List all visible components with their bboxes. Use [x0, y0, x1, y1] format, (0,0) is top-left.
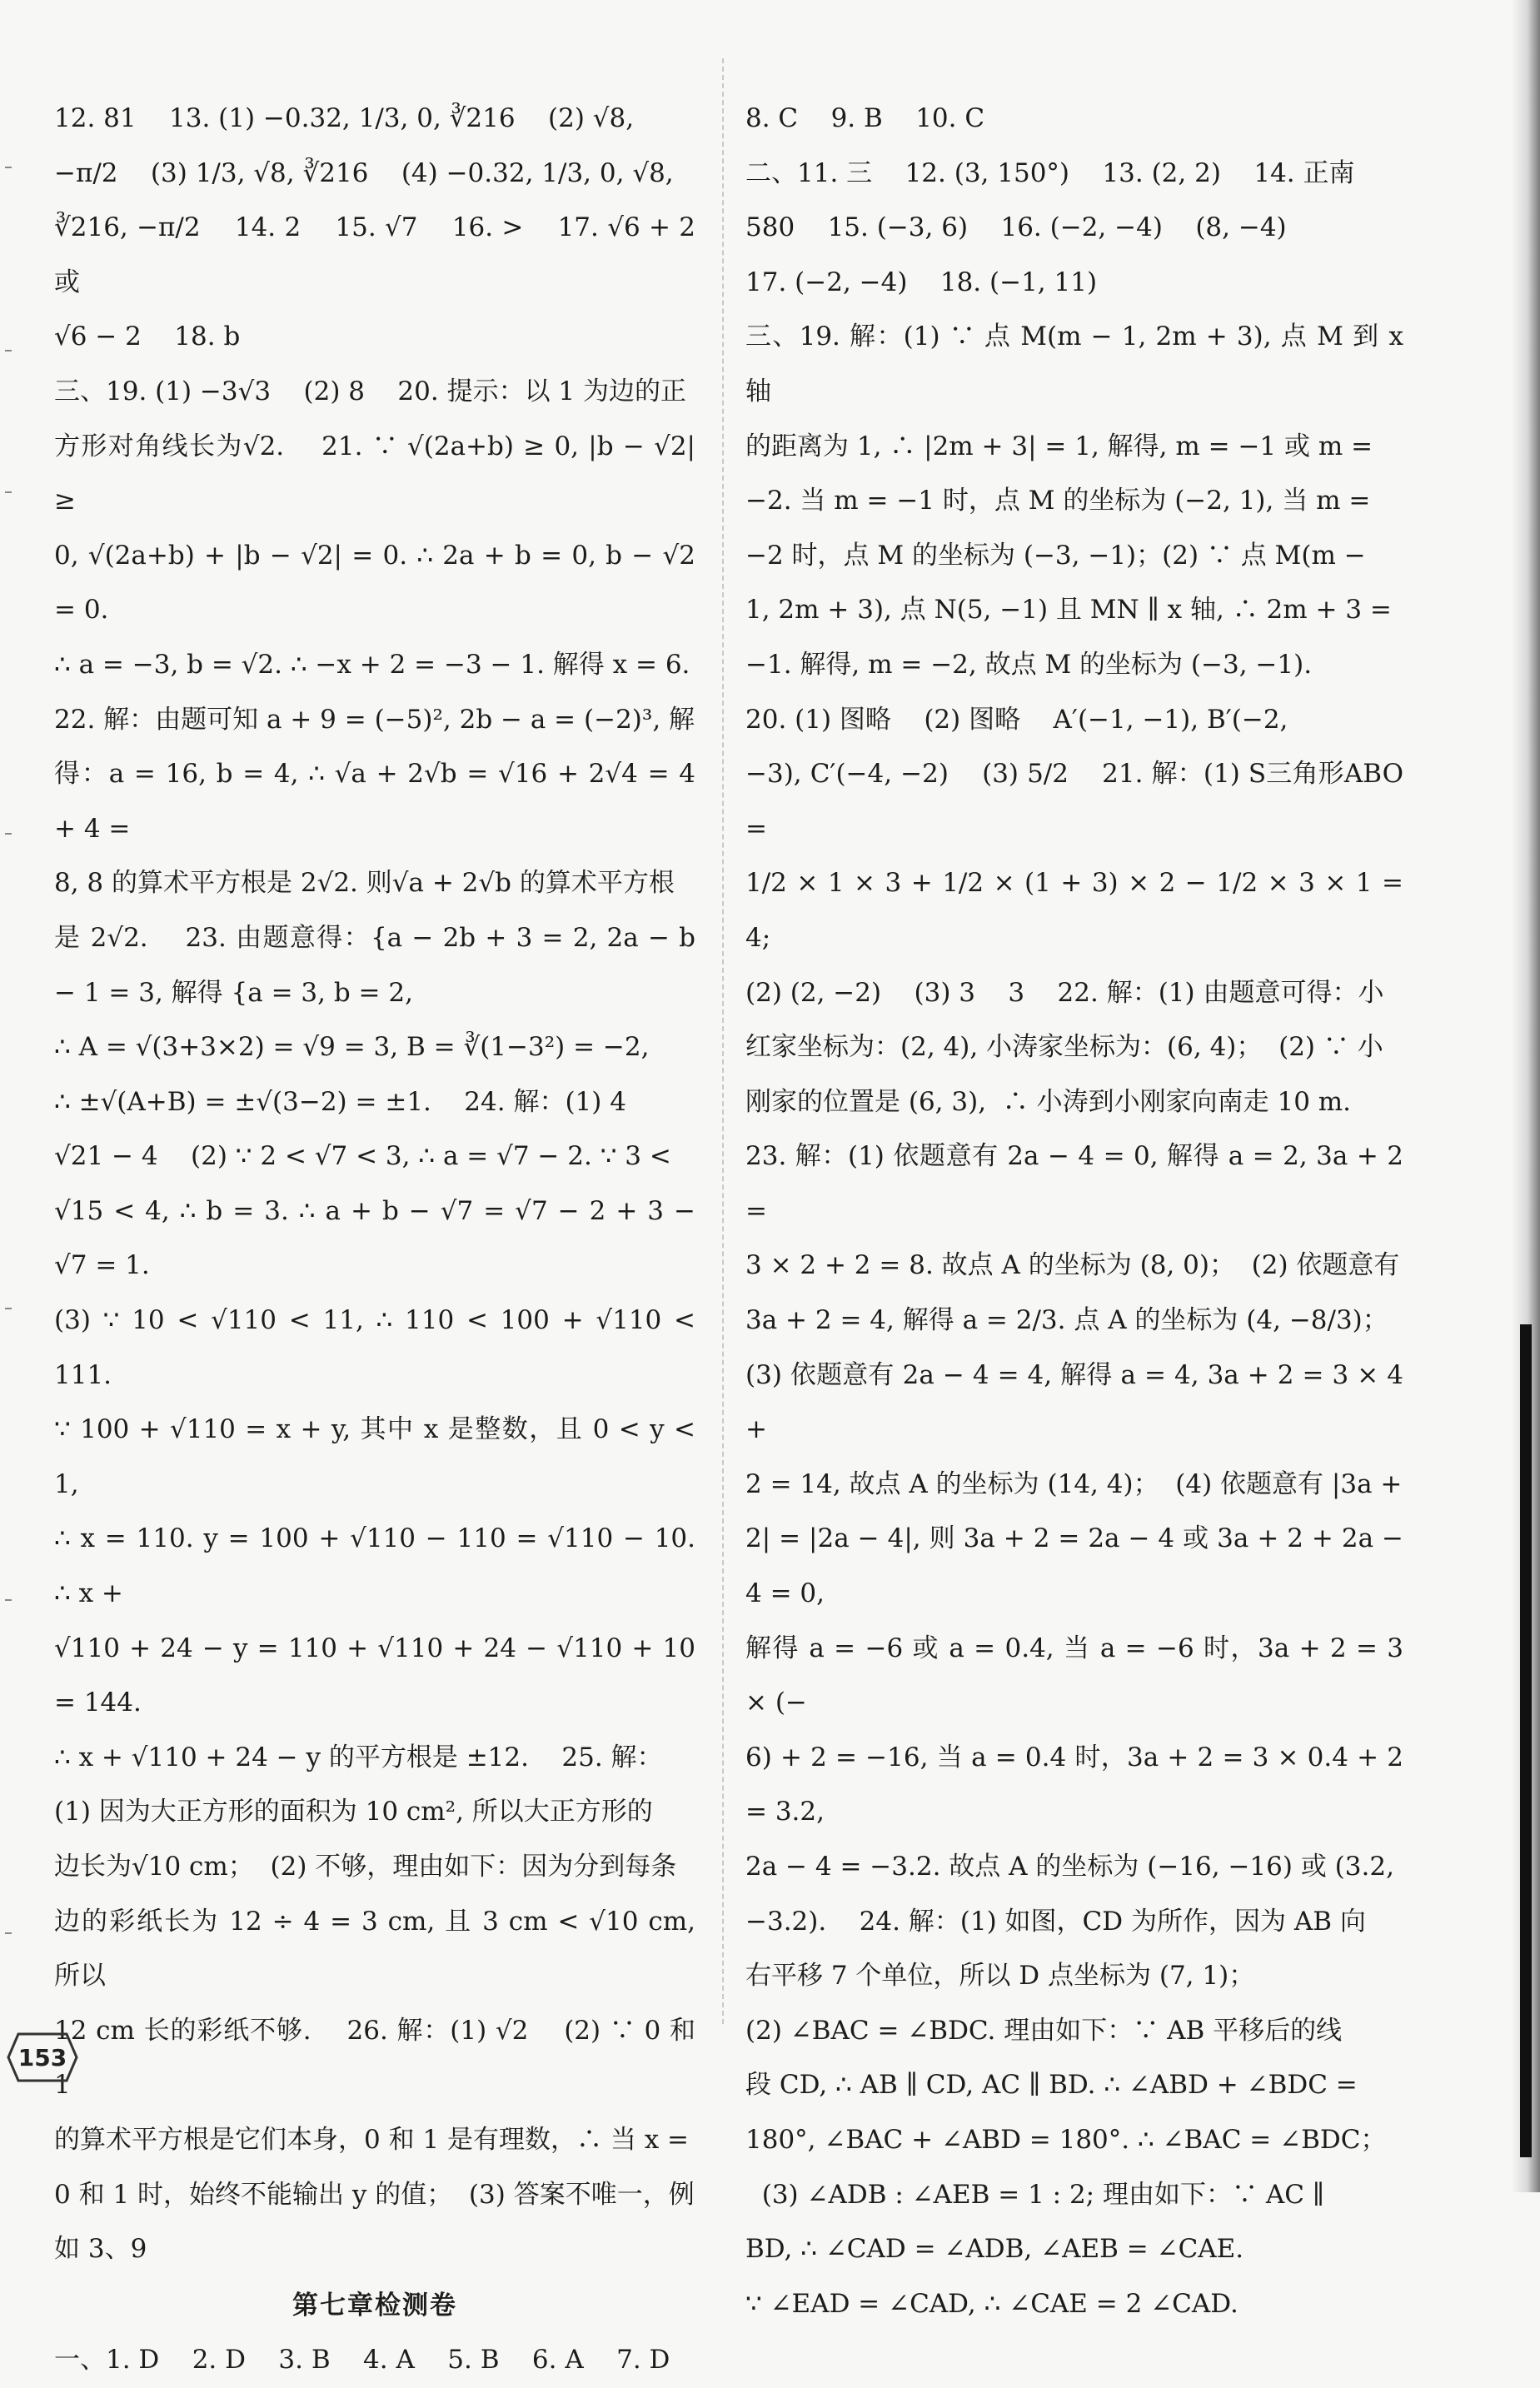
answer-line: 是 2√2. 23. 由题意得：{a − 2b + 3 = 2, 2a − b − 1 = 3, 解得 {a = 3, b = 2, [54, 922, 704, 1008]
answer-line: ∴ ±√(A+B) = ±√(3−2) = ±1. 24. 解：(1) 4 [54, 1086, 626, 1117]
answer-line: ∵ ∠EAD = ∠CAD, ∴ ∠CAE = 2 ∠CAD. [745, 2288, 1238, 2319]
answer-line: ∴ x = 110. y = 100 + √110 − 110 = √110 − 10. ∴ x + [54, 1523, 704, 1609]
answer-line: (3) ∵ 10 < √110 < 11, ∴ 110 < 100 + √110 < 111. [54, 1305, 704, 1390]
answer-line: 12 cm 长的彩纸不够. 26. 解：(1) √2 (2) ∵ 0 和 1 [54, 2015, 704, 2101]
answer-line: ∴ a = −3, b = √2. ∴ −x + 2 = −3 − 1. 解得 x = 6. [54, 649, 690, 680]
answer-line: √6 − 2 18. b [54, 322, 241, 352]
answer-line: −2. 当 m = −1 时，点 M 的坐标为 (−2, 1), 当 m = [745, 486, 1371, 516]
answer-line: 段 CD, ∴ AB ∥ CD, AC ∥ BD. ∴ ∠ABD + ∠BDC = [745, 2070, 1358, 2101]
answer-line: 3 × 2 + 2 = 8. 故点 A 的坐标为 (8, 0)； (2) 依题意有 [745, 1250, 1400, 1281]
answer-line: (2) ∠BAC = ∠BDC. 理由如下：∵ AB 平移后的线 [745, 2015, 1343, 2046]
answer-line: 1, 2m + 3), 点 N(5, −1) 且 MN ∥ x 轴, ∴ 2m + 3 = [745, 595, 1392, 626]
answer-line: 23. 解：(1) 依题意有 2a − 4 = 0, 解得 a = 2, 3a + 2 = [745, 1141, 1412, 1226]
answer-line: (3) 依题意有 2a − 4 = 4, 解得 a = 4, 3a + 2 = 3 × 4 + [745, 1359, 1412, 1445]
answer-line: 边的彩纸长为 12 ÷ 4 = 3 cm, 且 3 cm < √10 cm, 所以 [54, 1906, 704, 1992]
binding-edge [0, 100, 18, 1999]
answer-line: ∴ A = √(3+3×2) = √9 = 3, B = ∛(1−3²) = −2, [54, 1032, 650, 1063]
answer-line: 180°, ∠BAC + ∠ABD = 180°. ∴ ∠BAC = ∠BDC； [745, 2124, 1387, 2155]
answer-line: 0, √(2a+b) + |b − √2| = 0. ∴ 2a + b = 0, b − √2 = 0. [54, 540, 704, 626]
answer-line: 方形对角线长为√2. 21. ∵ √(2a+b) ≥ 0, |b − √2| ≥ [54, 431, 704, 516]
answer-line: 1/2 × 1 × 3 + 1/2 × (1 + 3) × 2 − 1/2 × 3 × 1 = 4; [745, 868, 1412, 953]
page-edge-bar [1520, 1324, 1532, 2157]
answer-line: 580 15. (−3, 6) 16. (−2, −4) (8, −4) [745, 212, 1287, 243]
answer-line: 3a + 2 = 4, 解得 a = 2/3. 点 A 的坐标为 (4, −8/3)； [745, 1305, 1388, 1336]
answer-line: 红家坐标为：(2, 4), 小涛家坐标为：(6, 4)； (2) ∵ 小 [745, 1032, 1383, 1063]
answer-line: 的算术平方根是它们本身，0 和 1 是有理数，∴ 当 x = [54, 2124, 690, 2155]
answer-line: 解得 a = −6 或 a = 0.4, 当 a = −6 时，3a + 2 = 3 × (− [745, 1633, 1412, 1718]
column-divider [722, 58, 724, 2024]
answer-line: √21 − 4 (2) ∵ 2 < √7 < 3, ∴ a = √7 − 2. ∵ 3 < [54, 1141, 671, 1172]
answer-line: 得：a = 16, b = 4, ∴ √a + 2√b = √16 + 2√4 = 4 + 4 = [54, 759, 704, 844]
answer-line: √15 < 4, ∴ b = 3. ∴ a + b − √7 = √7 − 2 + 3 − √7 = 1. [54, 1195, 704, 1281]
answer-line: 8. C 9. B 10. C [745, 103, 985, 133]
answer-line: 22. 解：由题可知 a + 9 = (−5)², 2b − a = (−2)³, 解 [54, 704, 695, 735]
answer-line: 17. (−2, −4) 18. (−1, 11) [745, 267, 1098, 297]
answer-line: (3) ∠ADB : ∠AEB = 1 : 2; 理由如下：∵ AC ∥ [745, 2179, 1325, 2210]
answer-line: −3), C′(−4, −2) (3) 5/2 21. 解：(1) S三角形ABO = [745, 759, 1412, 844]
answer-line: 2 = 14, 故点 A 的坐标为 (14, 4)； (4) 依题意有 |3a + [745, 1468, 1403, 1499]
answer-line: 三、19. 解：(1) ∵ 点 M(m − 1, 2m + 3), 点 M 到 x 轴 [745, 322, 1412, 406]
page-number: 153 [17, 2043, 67, 2071]
answer-line: √110 + 24 − y = 110 + √110 + 24 − √110 + 10 = 144. [54, 1633, 704, 1718]
answer-line: 如 3、9 [54, 2234, 147, 2265]
answer-line: 二、11. 三 12. (3, 150°) 13. (2, 2) 14. 正南 [745, 157, 1355, 188]
answer-line: 20. (1) 图略 (2) 图略 A′(−1, −1), B′(−2, [745, 704, 1288, 735]
answer-line: ∛216, −π/2 14. 2 15. √7 16. > 17. √6 + 2 或 [54, 212, 704, 297]
answer-line: ∴ x + √110 + 24 − y 的平方根是 ±12. 25. 解： [54, 1742, 663, 1772]
answer-line: 的距离为 1, ∴ |2m + 3| = 1, 解得, m = −1 或 m = [745, 431, 1373, 461]
answer-line: 2a − 4 = −3.2. 故点 A 的坐标为 (−16, −16) 或 (3.2, [745, 1852, 1394, 1882]
answer-line: 12. 81 13. (1) −0.32, 1/3, 0, ∛216 (2) √8, [54, 103, 635, 133]
answer-line: ∵ 100 + √110 = x + y, 其中 x 是整数，且 0 < y < 1, [54, 1414, 704, 1499]
answer-line: BD, ∴ ∠CAD = ∠ADB, ∠AEB = ∠CAE. [745, 2234, 1244, 2265]
answer-line: −π/2 (3) 1/3, √8, ∛216 (4) −0.32, 1/3, 0, √8, [54, 157, 674, 188]
section-title: 第七章检测卷 [292, 2290, 457, 2321]
answer-line: 6) + 2 = −16, 当 a = 0.4 时，3a + 2 = 3 × 0.4 + 2 = 3.2, [745, 1742, 1412, 1827]
answer-line: 2| = |2a − 4|, 则 3a + 2 = 2a − 4 或 3a + 2 + 2a − 4 = 0, [745, 1523, 1412, 1609]
answer-line: 三、19. (1) −3√3 (2) 8 20. 提示：以 1 为边的正 [54, 376, 686, 406]
left-column [54, 92, 704, 2388]
answer-line: −3.2). 24. 解：(1) 如图，CD 为所作，因为 AB 向 [745, 1906, 1366, 1937]
right-column [745, 92, 1412, 2331]
answer-line: 8, 8 的算术平方根是 2√2. 则√a + 2√b 的算术平方根 [54, 868, 675, 899]
page-number-badge [7, 2031, 78, 2084]
answer-line: 边长为√10 cm； (2) 不够，理由如下：因为分到每条 [54, 1852, 677, 1882]
answer-line: −1. 解得, m = −2, 故点 M 的坐标为 (−3, −1). [745, 649, 1313, 680]
answer-line: 0 和 1 时，始终不能输出 y 的值； (3) 答案不唯一，例 [54, 2179, 695, 2210]
answer-line: 右平移 7 个单位，所以 D 点坐标为 (7, 1)； [745, 1961, 1255, 1992]
answer-line: (2) (2, −2) (3) 3 3 22. 解：(1) 由题意可得：小 [745, 977, 1384, 1008]
answer-line: −2 时，点 M 的坐标为 (−3, −1)；(2) ∵ 点 M(m − [745, 540, 1366, 571]
answer-line: (1) 因为大正方形的面积为 10 cm², 所以大正方形的 [54, 1797, 653, 1827]
choice-answers-line: 一、1. D 2. D 3. B 4. A 5. B 6. A 7. D [54, 2345, 670, 2376]
answer-line: 刚家的位置是 (6, 3), ∴ 小涛到小刚家向南走 10 m. [745, 1086, 1352, 1117]
